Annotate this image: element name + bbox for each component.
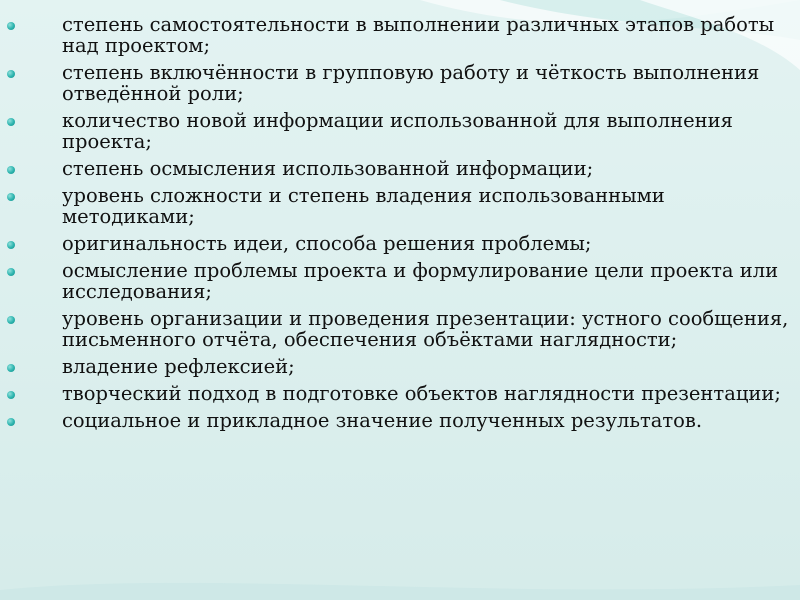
list-item-text: степень осмысления использованной информации; — [62, 157, 594, 180]
list-item — [0, 110, 800, 152]
bullet-icon — [7, 118, 15, 126]
bullet-icon — [7, 391, 15, 399]
list-item — [0, 158, 800, 179]
list-item-text: оригинальность идеи, способа решения проблемы; — [62, 232, 592, 255]
list-item — [0, 383, 800, 404]
list-item — [0, 308, 800, 350]
list-item — [0, 185, 800, 227]
list-item-text: количество новой информации использованной для выполнения проекта; — [62, 109, 733, 153]
bullet-icon — [7, 22, 15, 30]
bullet-icon — [7, 418, 15, 426]
criteria-list — [0, 14, 800, 437]
list-item-text: социальное и прикладное значение полученных результатов. — [62, 409, 703, 432]
list-item — [0, 62, 800, 104]
bullet-icon — [7, 268, 15, 276]
list-item — [0, 356, 800, 377]
list-item — [0, 410, 800, 431]
list-item-text: осмысление проблемы проекта и формулирование цели проекта или исследования; — [62, 259, 779, 303]
bullet-icon — [7, 316, 15, 324]
bullet-icon — [7, 166, 15, 174]
list-item — [0, 260, 800, 302]
bullet-icon — [7, 70, 15, 78]
list-item-text: степень включённости в групповую работу и чёткость выполнения отведённой роли; — [62, 61, 760, 105]
bullet-icon — [7, 241, 15, 249]
list-item-text: степень самостоятельности в выполнении различных этапов работы над проектом; — [62, 13, 775, 57]
list-item — [0, 233, 800, 254]
bullet-icon — [7, 364, 15, 372]
bullet-icon — [7, 193, 15, 201]
list-item — [0, 14, 800, 56]
list-item-text: уровень организации и проведения презентации: устного сообщения, письменного отчёта, обеспечения объёктами наглядности; — [62, 307, 789, 351]
list-item-text: творческий подход в подготовке объектов наглядности презентации; — [62, 382, 781, 405]
list-item-text: владение рефлексией; — [62, 355, 295, 378]
list-item-text: уровень сложности и степень владения использованными методиками; — [62, 184, 665, 228]
